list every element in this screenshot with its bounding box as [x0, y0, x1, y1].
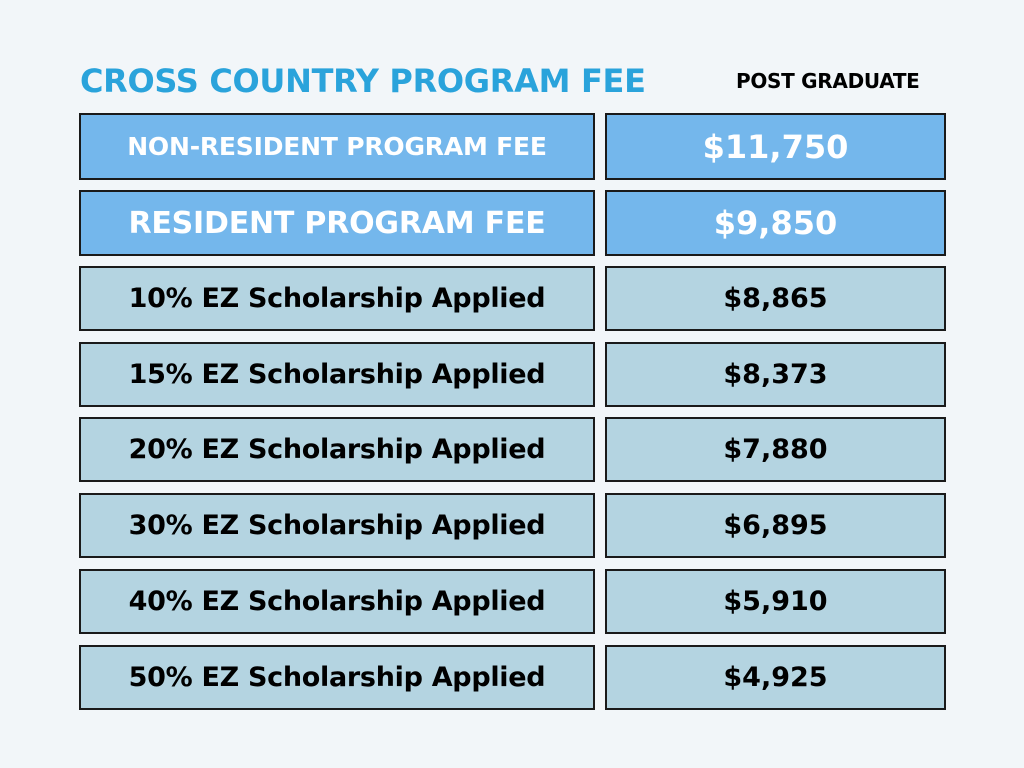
- scholarship-value: $5,910: [605, 569, 946, 634]
- non-resident-fee-label: NON-RESIDENT PROGRAM FEE: [79, 113, 595, 180]
- non-resident-fee-value: $11,750: [605, 113, 946, 180]
- resident-fee-label: RESIDENT PROGRAM FEE: [79, 190, 595, 256]
- scholarship-label: 30% EZ Scholarship Applied: [79, 493, 595, 558]
- scholarship-label: 40% EZ Scholarship Applied: [79, 569, 595, 634]
- page-title: CROSS COUNTRY PROGRAM FEE: [80, 62, 646, 100]
- scholarship-value: $8,865: [605, 266, 946, 331]
- scholarship-value: $8,373: [605, 342, 946, 407]
- scholarship-label: 20% EZ Scholarship Applied: [79, 417, 595, 482]
- resident-fee-value: $9,850: [605, 190, 946, 256]
- program-level-label: POST GRADUATE: [736, 69, 920, 93]
- scholarship-value: $4,925: [605, 645, 946, 710]
- scholarship-label: 50% EZ Scholarship Applied: [79, 645, 595, 710]
- scholarship-value: $7,880: [605, 417, 946, 482]
- scholarship-label: 15% EZ Scholarship Applied: [79, 342, 595, 407]
- scholarship-label: 10% EZ Scholarship Applied: [79, 266, 595, 331]
- scholarship-value: $6,895: [605, 493, 946, 558]
